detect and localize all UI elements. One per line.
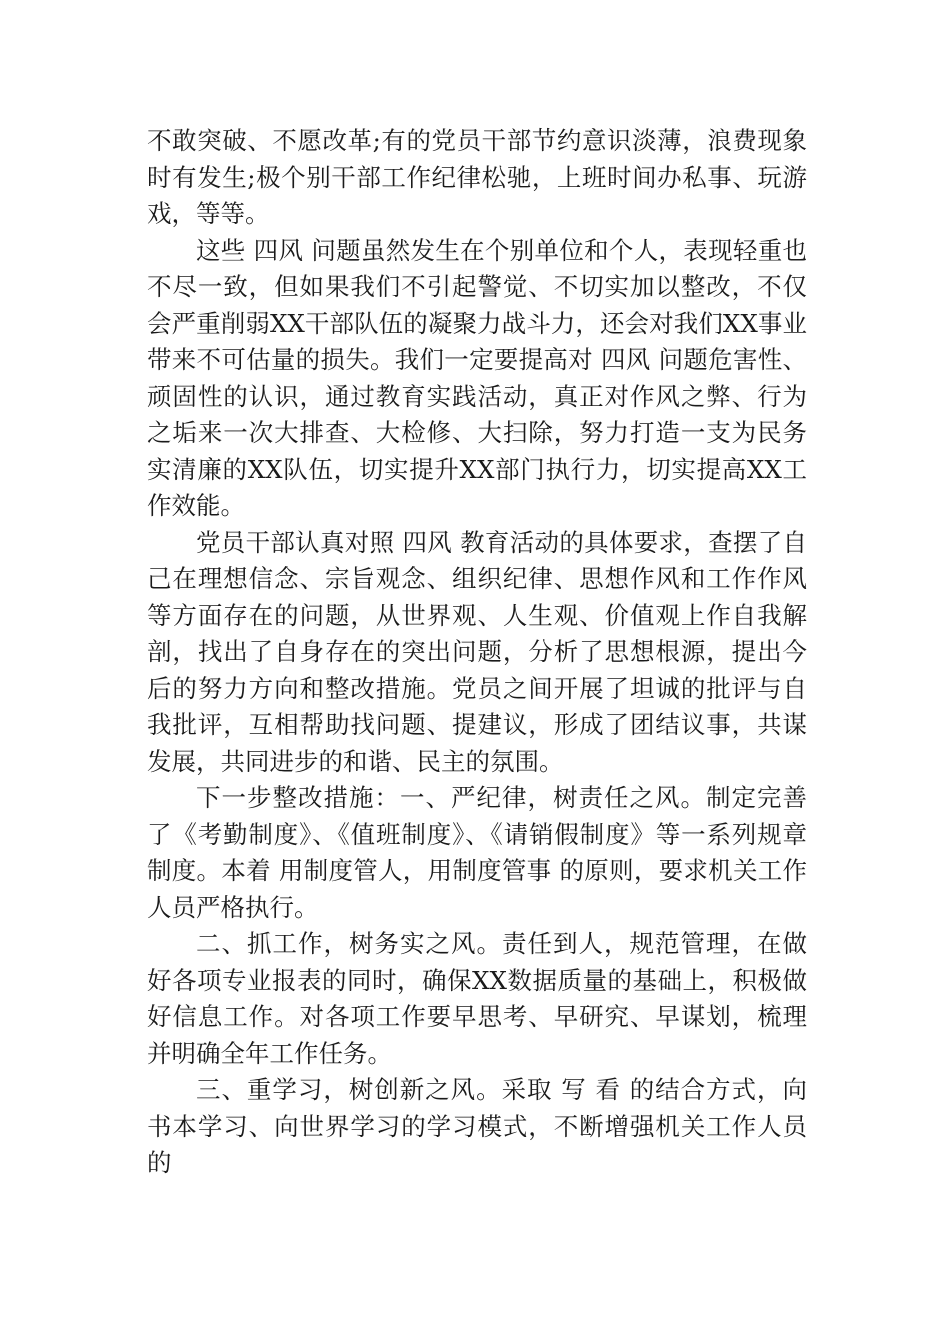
document-body [147,123,807,1182]
paragraph-continuation: 不敢突破、不愿改革;有的党员干部节约意识淡薄，浪费现象时有发生;极个别干部工作纪律松驰，上班时间办私事、玩游戏，等等。 [147,126,807,228]
paragraph-self-examination: 党员干部认真对照 四风 教育活动的具体要求，查摆了自己在理想信念、宗旨观念、组织纪律、思想作风和工作作风等方面存在的问题，从世界观、人生观、价值观上作自我解剖，找出了自身存在的突出问题，分析了思想根源，提出今后的努力方向和整改措施。党员之间开展了坦诚的批评与自我批评，互相帮助找问题、提建议，形成了团结议事，共谋发展，共同进步的和谐、民主的氛围。 [147,527,807,776]
paragraph-measure-discipline: 下一步整改措施：一、严纪律，树责任之风。制定完善了《考勤制度》、《值班制度》、《请销假制度》等一系列规章制度。本着 用制度管人，用制度管事 的原则，要求机关工作人员严格执行。 [147,783,807,922]
paragraph-measure-work: 二、抓工作，树务实之风。责任到人，规范管理，在做好各项专业报表的同时，确保XX数据质量的基础上，积极做好信息工作。对各项工作要早思考、早研究、早谋划，梳理并明确全年工作任务。 [147,929,807,1068]
paragraph-measure-learning: 三、重学习，树创新之风。采取 写 看 的结合方式，向书本学习、向世界学习的学习模式，不断增强机关工作人员的 [147,1075,807,1177]
paragraph-four-winds-impact: 这些 四风 问题虽然发生在个别单位和个人，表现轻重也不尽一致，但如果我们不引起警觉、不切实加以整改，不仅会严重削弱XX干部队伍的凝聚力战斗力，还会对我们XX事业带来不可估量的损失。我们一定要提高对 四风 问题危害性、顽固性的认识，通过教育实践活动，真正对作风之弊、行为之垢来一次大排查、大检修、大扫除，努力打造一支为民务实清廉的XX队伍，切实提升XX部门执行力，切实提高XX工作效能。 [147,235,807,520]
